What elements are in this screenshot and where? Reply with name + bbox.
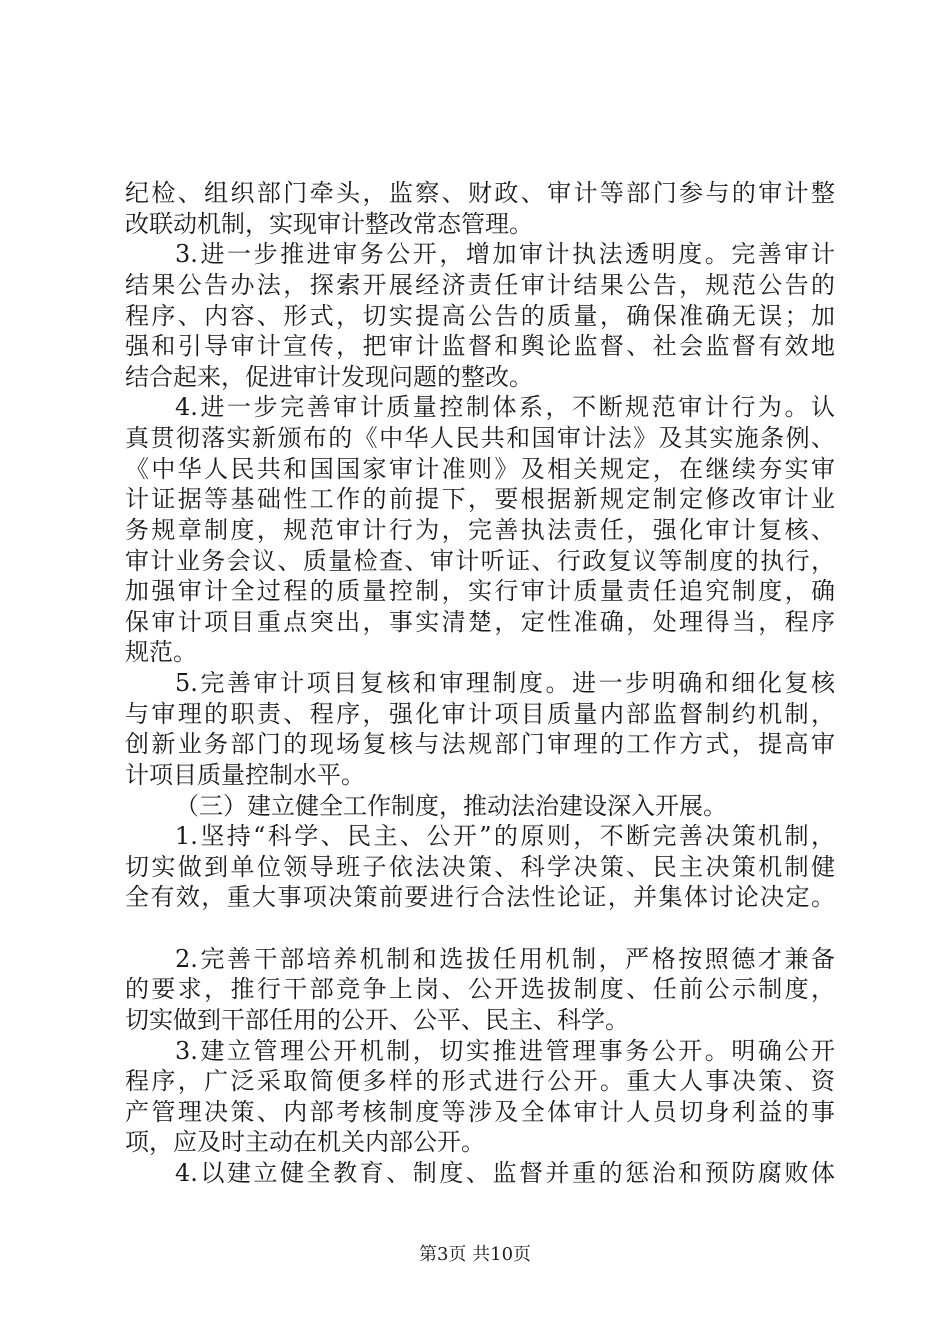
text-line: 产管理决策、内部考核制度等涉及全体审计人员切身利益的事 [125, 1098, 835, 1126]
text-line: 强和引导审计宣传，把审计监督和舆论监督、社会监督有效地 [125, 332, 835, 360]
text-line: 改联动机制，实现审计整改常态管理。 [125, 210, 533, 238]
text-line: 审计业务会议、质量检查、审计听证、行政复议等制度的执行， [125, 547, 835, 575]
text-line: 1.坚持“科学、民主、公开”的原则，不断完善决策机制， [175, 822, 835, 850]
text-line: 4.进一步完善审计质量控制体系，不断规范审计行为。认 [175, 393, 835, 421]
text-line: 3.建立管理公开机制，切实推进管理事务公开。明确公开 [175, 1037, 835, 1065]
text-line: 结合起来，促进审计发现问题的整改。 [125, 363, 533, 391]
section-heading: （三）建立健全工作制度，推动法治建设深入开展。 [175, 792, 727, 820]
text-line: 真贯彻落实新颁布的《中华人民共和国审计法》及其实施条例、 [125, 424, 835, 452]
page-number-footer: 第3页 共10页 [418, 1244, 532, 1265]
text-line: 3.进一步推进审务公开，增加审计执法透明度。完善审计 [175, 240, 835, 268]
text-line: 5.完善审计项目复核和审理制度。进一步明确和细化复核 [175, 669, 835, 697]
text-line: 规范。 [125, 638, 197, 666]
text-line: 《中华人民共和国国家审计准则》及相关规定，在继续夯实审 [125, 455, 835, 483]
text-line: 与审理的职责、程序，强化审计项目质量内部监督制约机制， [125, 700, 835, 728]
text-line: 4.以建立健全教育、制度、监督并重的惩治和预防腐败体 [175, 1159, 835, 1187]
text-line: 切实做到干部任用的公开、公平、民主、科学。 [125, 1006, 629, 1034]
text-line: 结果公告办法，探索开展经济责任审计结果公告，规范公告的 [125, 271, 835, 299]
text-line: 创新业务部门的现场复核与法规部门审理的工作方式，提高审 [125, 730, 835, 758]
text-line: 程序、内容、形式，切实提高公告的质量，确保准确无误；加 [125, 302, 835, 330]
text-line: 加强审计全过程的质量控制，实行审计质量责任追究制度，确 [125, 577, 835, 605]
text-line: 切实做到单位领导班子依法决策、科学决策、民主决策机制健 [125, 853, 835, 881]
text-line: 保审计项目重点突出，事实清楚，定性准确，处理得当，程序 [125, 608, 835, 636]
text-line: 2.完善干部培养机制和选拔任用机制，严格按照德才兼备 [175, 945, 835, 973]
text-line: 的要求，推行干部竞争上岗、公开选拔制度、任前公示制度， [125, 975, 835, 1003]
text-line: 全有效，重大事项决策前要进行合法性论证，并集体讨论决定。 [125, 883, 835, 911]
text-line: 务规章制度，规范审计行为，完善执法责任，强化审计复核、 [125, 516, 835, 544]
text-line: 项，应及时主动在机关内部公开。 [125, 1128, 485, 1156]
text-line: 计证据等基础性工作的前提下，要根据新规定制定修改审计业 [125, 485, 835, 513]
text-line: 程序，广泛采取简便多样的形式进行公开。重大人事决策、资 [125, 1067, 835, 1095]
text-line: 纪检、组织部门牵头，监察、财政、审计等部门参与的审计整 [125, 179, 835, 207]
text-line: 计项目质量控制水平。 [125, 761, 365, 789]
